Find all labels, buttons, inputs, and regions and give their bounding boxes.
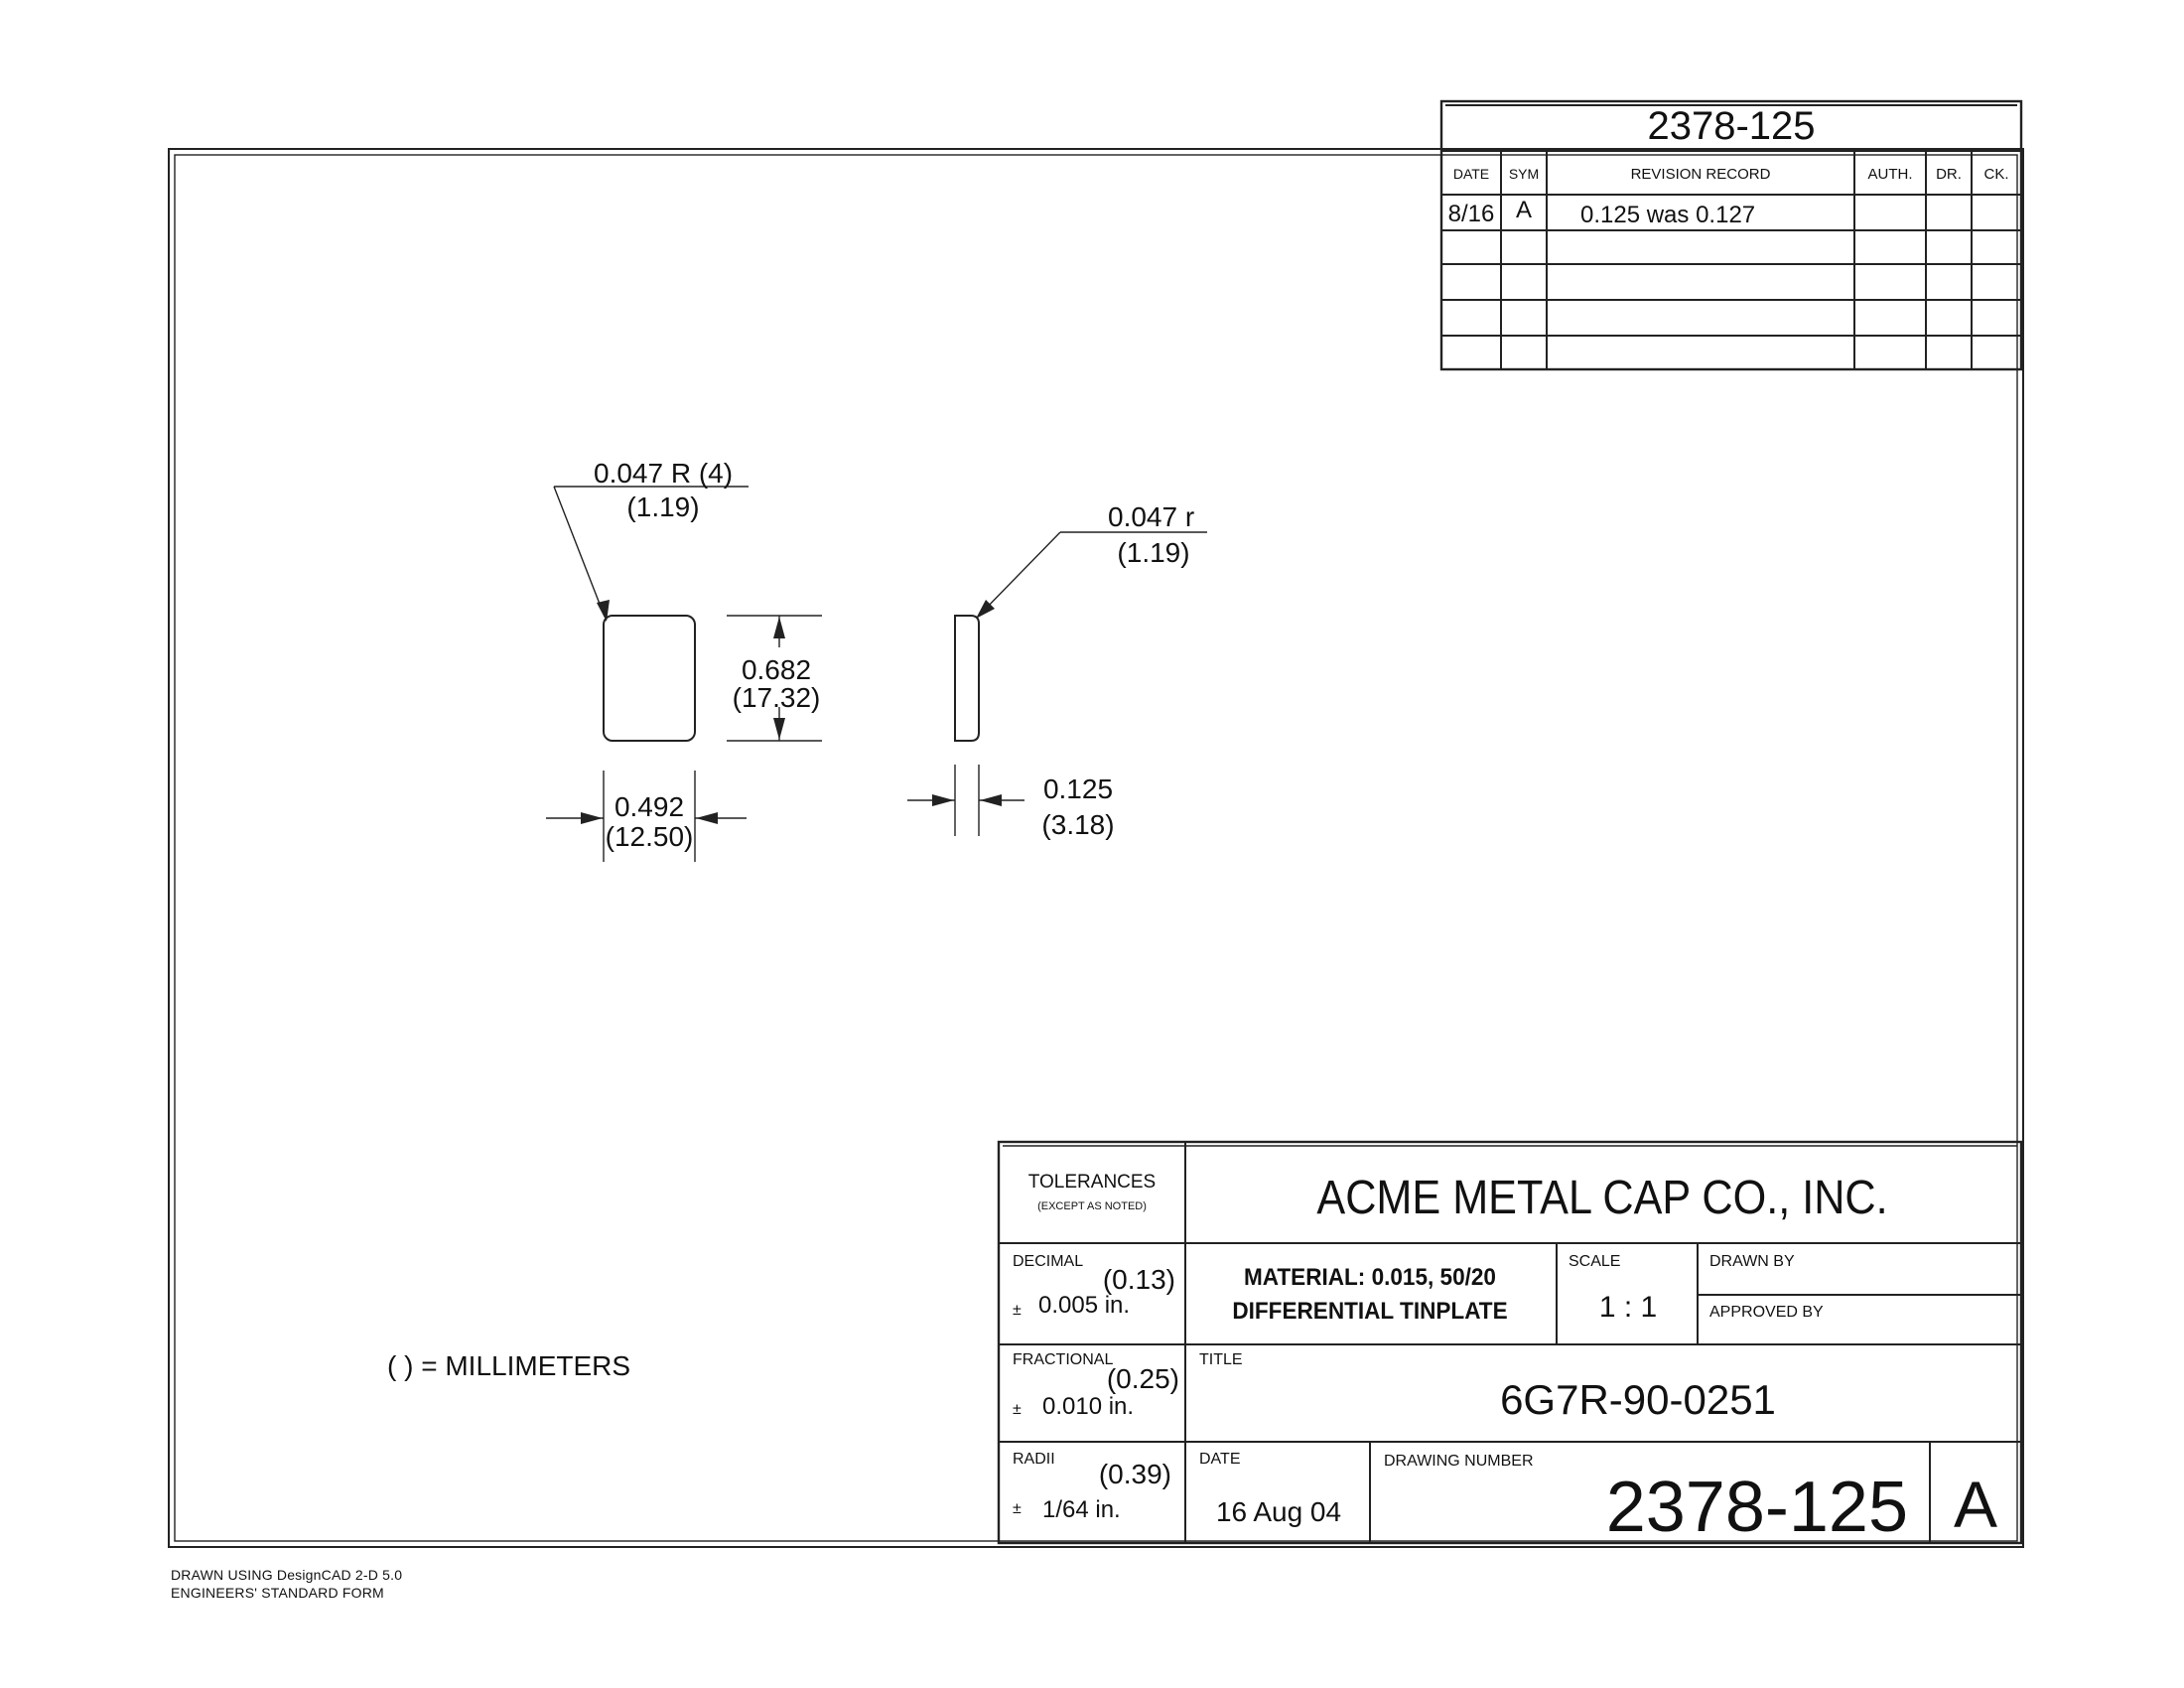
revision-header-dr: DR. — [1936, 166, 1962, 183]
title-value: 6G7R-90-0251 — [1500, 1376, 1776, 1423]
height-mm-label: (17.32) — [732, 682, 821, 713]
side-view — [907, 501, 1207, 840]
drawing-number: 2378-125 — [1605, 1468, 1908, 1547]
company-name: ACME METAL CAP CO., INC. — [1316, 1170, 1888, 1224]
thickness-mm-label: (3.18) — [1041, 809, 1115, 840]
units-note: ( ) = MILLIMETERS — [387, 1350, 631, 1381]
revision-letter: A — [1953, 1468, 1998, 1541]
decimal-mm: (0.13) — [1102, 1264, 1175, 1295]
height-label: 0.682 — [741, 654, 812, 685]
approved-by-label: APPROVED BY — [1709, 1304, 1824, 1321]
fractional-label: FRACTIONAL — [1013, 1351, 1114, 1368]
fractional-plus-minus: ± — [1013, 1401, 1022, 1418]
material-line-2: DIFFERENTIAL TINPLATE — [1232, 1297, 1508, 1325]
scale-value: 1 : 1 — [1598, 1291, 1658, 1324]
tolerances-label: TOLERANCES — [1027, 1172, 1157, 1193]
radii-label: RADII — [1013, 1451, 1055, 1468]
footer-software-note: DRAWN USING DesignCAD 2-D 5.0 — [171, 1567, 403, 1583]
side-view-outline — [955, 616, 979, 741]
width-label: 0.492 — [614, 791, 685, 822]
decimal-label: DECIMAL — [1013, 1253, 1084, 1270]
revision-header-date: DATE — [1452, 166, 1490, 182]
tolerances-sub-label: (EXCEPT AS NOTED) — [1037, 1200, 1147, 1212]
revision-row-record: 0.125 was 0.127 — [1580, 202, 1756, 228]
revision-row-sym: A — [1515, 197, 1533, 223]
revision-block-drawing-number: 2378-125 — [1647, 104, 1816, 148]
inner-border — [175, 155, 2017, 1541]
fractional-mm: (0.25) — [1106, 1363, 1179, 1394]
drawing-number-label: DRAWING NUMBER — [1384, 1453, 1534, 1470]
scale-label: SCALE — [1569, 1253, 1621, 1270]
decimal-value: 0.005 in. — [1038, 1292, 1131, 1319]
front-radius-mm-label: (1.19) — [626, 492, 700, 522]
front-view-outline — [604, 616, 695, 741]
revision-header-record: REVISION RECORD — [1630, 166, 1771, 183]
material-line-1: MATERIAL: 0.015, 50/20 — [1243, 1263, 1497, 1291]
front-radius-label: 0.047 R (4) — [594, 458, 734, 489]
revision-header-sym: SYM — [1508, 166, 1540, 182]
revision-header-auth: AUTH. — [1867, 166, 1913, 183]
radii-value: 1/64 in. — [1042, 1496, 1121, 1523]
date-label: DATE — [1199, 1451, 1241, 1468]
drawn-by-label: DRAWN BY — [1709, 1253, 1795, 1270]
date-value: 16 Aug 04 — [1215, 1496, 1342, 1527]
title-label: TITLE — [1199, 1351, 1243, 1368]
width-mm-label: (12.50) — [605, 821, 694, 852]
thickness-label: 0.125 — [1042, 774, 1114, 804]
revision-row-date: 8/16 — [1447, 201, 1495, 227]
revision-block — [1441, 101, 2021, 369]
title-block — [999, 1142, 2021, 1547]
radii-plus-minus: ± — [1013, 1500, 1022, 1517]
side-radius-mm-label: (1.19) — [1117, 537, 1190, 568]
side-radius-label: 0.047 r — [1108, 501, 1195, 532]
radii-mm: (0.39) — [1098, 1459, 1171, 1489]
front-view — [546, 458, 822, 862]
decimal-plus-minus: ± — [1013, 1302, 1022, 1319]
revision-header-ck: CK. — [1983, 166, 2009, 183]
fractional-value: 0.010 in. — [1042, 1393, 1135, 1420]
outer-border — [169, 149, 2023, 1547]
footer-form-note: ENGINEERS' STANDARD FORM — [171, 1585, 384, 1601]
